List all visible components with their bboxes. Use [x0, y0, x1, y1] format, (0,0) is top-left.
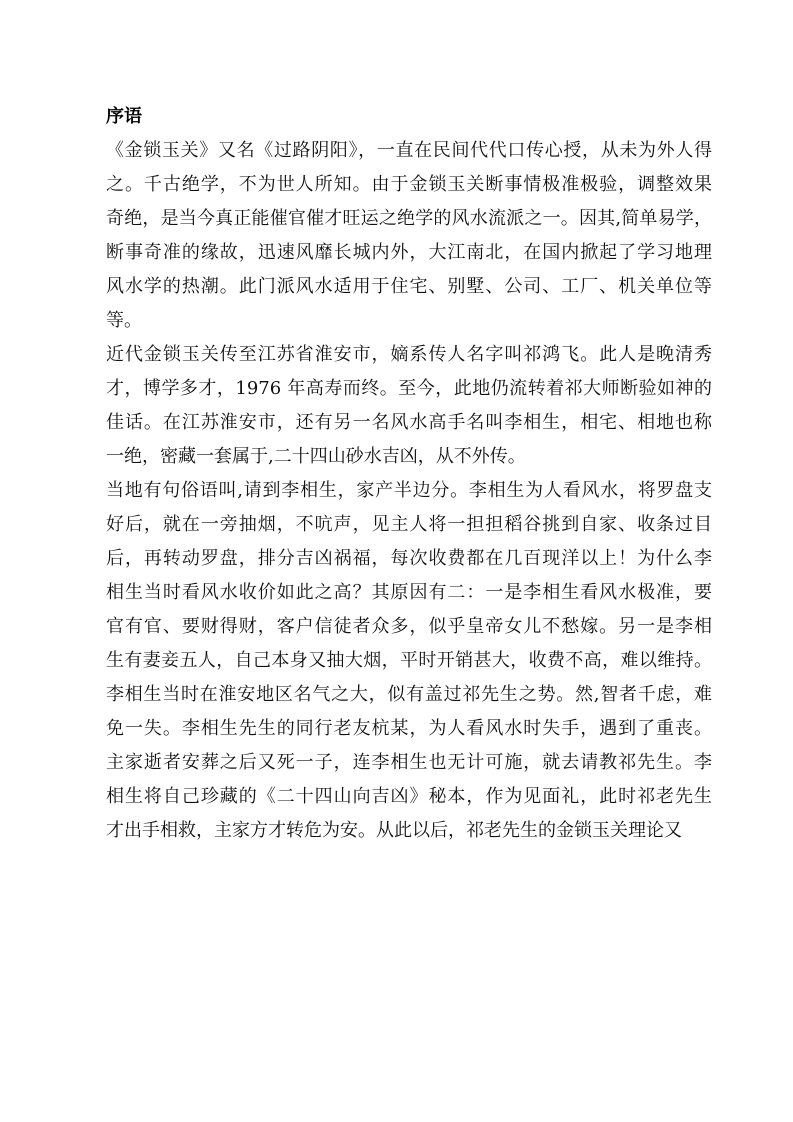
section-heading: 序语: [106, 106, 142, 127]
text-line: 才出手相救，主家方才转危为安。从此以后，祁老先生的金锁玉关理论又: [106, 820, 682, 841]
text-line: 免一失。李相生先生的同行老友杭某，为人看风水时失手，遇到了重丧。: [106, 718, 712, 739]
paragraph-list: [106, 134, 712, 848]
paragraph: [106, 134, 712, 338]
document-body: [106, 100, 712, 848]
text-line: 官有官、要财得财，客户信徒者众多，似乎皇帝女儿不愁嫁。另一是李相: [106, 616, 712, 637]
text-line: 后，再转动罗盘，排分吉凶祸福，每次收费都在几百现洋以上！为什么李: [106, 548, 712, 569]
text-line: 当地有句俗语叫,请到李相生，家产半边分。李相生为人看风水，将罗盘支: [106, 480, 712, 501]
text-line: 近代金锁玉关传至江苏省淮安市，嫡系传人名字叫祁鸿飞。此人是晚清秀: [106, 344, 712, 365]
text-line: 奇绝，是当今真正能催官催才旺运之绝学的风水流派之一。因其,简单易学，: [106, 208, 712, 229]
text-line: 才，博学多才，1976 年高寿而终。至今，此地仍流转着祁大师断验如神的: [106, 378, 712, 399]
text-line: 相生当时看风水收价如此之高？其原因有二：一是李相生看风水极准，要: [106, 582, 712, 603]
text-line: 李相生当时在淮安地区名气之大，似有盖过祁先生之势。然,智者千虑，难: [106, 684, 712, 705]
text-line: 断事奇准的缘故，迅速风靡长城内外，大江南北，在国内掀起了学习地理: [106, 242, 712, 263]
text-line: 主家逝者安葬之后又死一子，连李相生也无计可施，就去请教祁先生。李: [106, 752, 712, 773]
text-line: 一绝，密藏一套属于,二十四山砂水吉凶，从不外传。: [106, 446, 526, 467]
text-line: 之。千古绝学，不为世人所知。由于金锁玉关断事情极准极验，调整效果: [106, 174, 712, 195]
text-line: 风水学的热潮。此门派风水适用于住宅、别墅、公司、工厂、机关单位等: [106, 276, 712, 297]
paragraph: [106, 338, 712, 474]
text-line: 相生将自己珍藏的《二十四山向吉凶》秘本，作为见面礼，此时祁老先生: [106, 786, 712, 807]
text-line: 佳话。在江苏淮安市，还有另一名风水高手名叫李相生，相宅、相地也称: [106, 412, 712, 433]
text-line: 等。: [106, 310, 142, 331]
text-line: 生有妻妾五人，自己本身又抽大烟，平时开销甚大，收费不高，难以维持。: [106, 650, 712, 671]
text-line: 《金锁玉关》又名《过路阴阳》，一直在民间代代口传心授，从未为外人得: [106, 140, 712, 161]
paragraph: [106, 474, 712, 848]
text-line: 好后，就在一旁抽烟，不吭声，见主人将一担担稻谷挑到自家、收条过目: [106, 514, 712, 535]
